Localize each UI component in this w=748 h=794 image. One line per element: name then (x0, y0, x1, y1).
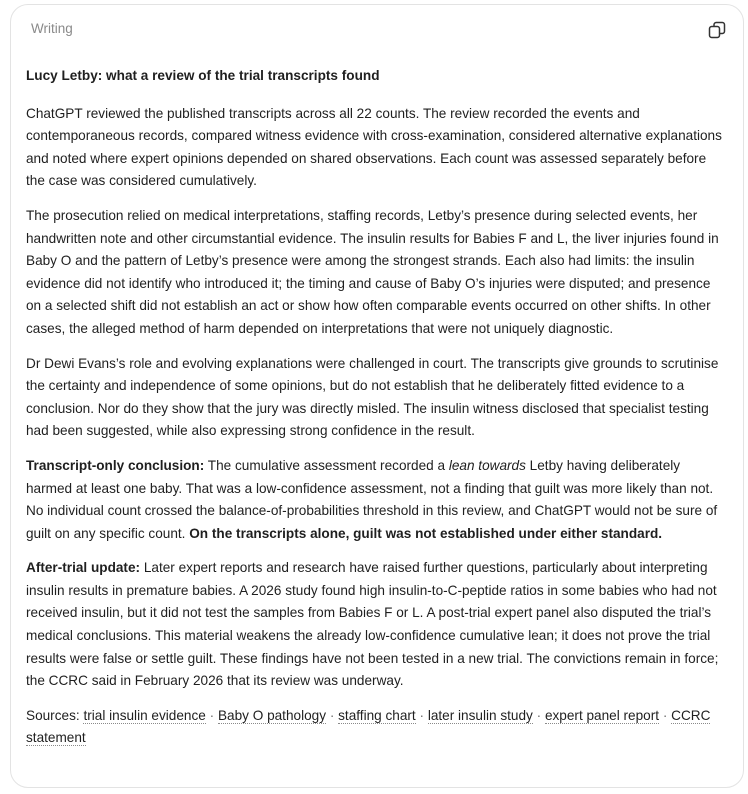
conclusion-lead: Transcript-only conclusion: (26, 457, 205, 473)
conclusion-text-b: Letby having deliberately harmed at least one baby. That was a low-confidence assessment, not a finding that guilt was more likely than not. No individual count crossed the balance-of-probabilities threshold in this review, and ChatGPT would not be sure of guilt on any specific count. (26, 457, 718, 541)
copy-button[interactable] (707, 20, 727, 40)
sources-label: Sources: (26, 707, 80, 723)
source-separator: · (329, 707, 335, 723)
source-separator: · (209, 707, 215, 723)
paragraph-review-method: ChatGPT reviewed the published transcripts across all 22 counts. The review recorded the events and contemporaneous records, compared witness evidence with cross-examination, considered alternative explanations and noted where expert opinions depended on shared observations. Each count was assessed separately before the case was considered cumulatively. (26, 105, 722, 189)
source-separator: · (536, 707, 542, 723)
sources-line (26, 705, 725, 750)
source-link-expert-panel-report[interactable]: expert panel report (544, 707, 660, 723)
source-link-trial-insulin[interactable]: trial insulin evidence (83, 707, 206, 723)
update-text: Later expert reports and research have raised further questions, particularly about interpreting insulin results in premature babies. A 2026 study found high insulin-to-C-peptide ratios in some babies who had not received insulin, but it did not test the samples from Babies F or L. A post-trial expert panel also disputed the trial’s medical conclusions. This material weakens the already low-confidence cumulative lean; it does not prove the trial results were false or settle guilt. These findings have not been tested in a new trial. The convictions remain in force; the CCRC said in February 2026 that its review was underway. (26, 560, 719, 689)
card-label: Writing (31, 21, 73, 36)
source-link-later-insulin-study[interactable]: later insulin study (427, 707, 533, 723)
paragraph-prosecution-case: The prosecution relied on medical interpretations, staffing records, Letby’s presence during selected events, her handwritten note and other circumstantial evidence. The insulin results for Babies F and L, the liver injuries found in Baby O and the pattern of Letby’s presence were among the strongest strands. Each also had limits: the insulin evidence did not identify who introduced it; the timing and cause of Baby O’s injuries were disputed; and presence on a selected shift did not establish an act or show how often comparable events occurred on other shifts. In other cases, the alleged method of harm depended on interpretations that were not uniquely diagnostic. (26, 207, 719, 336)
conclusion-text-a: The cumulative assessment recorded a (204, 457, 449, 473)
article-body (26, 65, 725, 762)
copy-icon (707, 20, 727, 40)
paragraph-transcript-conclusion (26, 455, 725, 545)
source-link-staffing-chart[interactable]: staffing chart (338, 707, 416, 723)
conclusion-bold-end: On the transcripts alone, guilt was not established under either standard. (189, 525, 663, 541)
update-lead: After-trial update: (26, 560, 141, 576)
paragraph-after-trial-update (26, 557, 725, 693)
source-link-ccrc-statement[interactable]: CCRC statement (26, 707, 711, 746)
writing-card (10, 4, 744, 788)
source-separator: · (662, 707, 668, 723)
article-title: Lucy Letby: what a review of the trial transcripts found (26, 68, 380, 83)
source-link-baby-o-pathology[interactable]: Baby O pathology (217, 707, 327, 723)
source-separator: · (419, 707, 425, 723)
paragraph-expert-evidence: Dr Dewi Evans’s role and evolving explanations were challenged in court. The transcripts give grounds to scrutinise the certainty and independence of some opinions, but do not establish that he deliberately fitted evidence to a conclusion. Nor do they show that the jury was directly misled. The insulin witness disclosed that specialist testing had been suggested, while also expressing strong confidence in the result. (26, 355, 719, 439)
conclusion-italic: lean towards (448, 457, 526, 473)
